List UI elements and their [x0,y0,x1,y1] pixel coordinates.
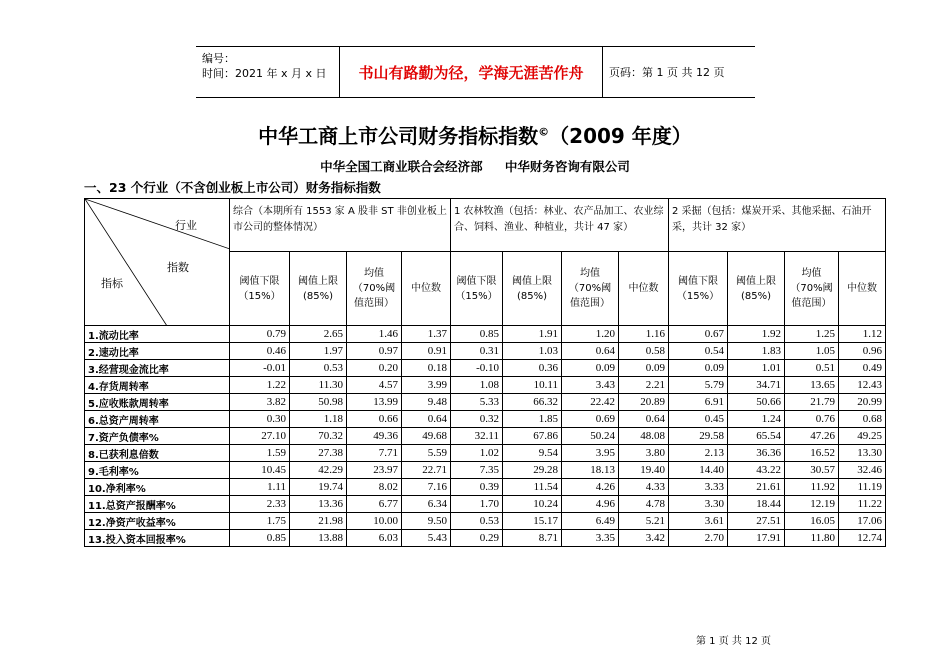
financial-index-table [84,198,886,547]
value-cell: 11.30 [290,377,347,394]
value-cell: 0.09 [562,360,619,377]
value-cell: 2.33 [230,496,290,513]
value-cell: 19.74 [290,479,347,496]
subheader-agriculture-1: 阈值上限(85%) [503,252,562,326]
value-cell: 17.91 [728,530,785,547]
value-cell: 5.79 [669,377,728,394]
value-cell: 1.11 [230,479,290,496]
value-cell: 11.19 [839,479,886,496]
row-label: 12.净资产收益率% [85,513,230,530]
value-cell: 9.54 [503,445,562,462]
table-row [85,377,886,394]
value-cell: 4.57 [347,377,402,394]
subheader-agriculture-3: 中位数 [619,252,669,326]
value-cell: 3.42 [619,530,669,547]
value-cell: 10.24 [503,496,562,513]
value-cell: 1.85 [503,411,562,428]
value-cell: 27.10 [230,428,290,445]
value-cell: 2.13 [669,445,728,462]
value-cell: 5.21 [619,513,669,530]
title-text: 中华工商上市公司财务指标指数 [258,124,539,148]
value-cell: 14.40 [669,462,728,479]
row-label: 6.总资产周转率 [85,411,230,428]
value-cell: -0.10 [451,360,503,377]
value-cell: 20.99 [839,394,886,411]
section-heading: 一、23 个行业（不含创业板上市公司）财务指标指数 [84,180,381,195]
table-row [85,428,886,445]
value-cell: 0.31 [451,343,503,360]
diagonal-header-cell [85,199,230,326]
value-cell: 1.92 [728,326,785,343]
value-cell: 27.38 [290,445,347,462]
value-cell: 1.37 [402,326,451,343]
value-cell: 18.13 [562,462,619,479]
value-cell: 13.65 [785,377,839,394]
value-cell: 23.97 [347,462,402,479]
diag-indicator-label: 指标 [101,277,123,290]
value-cell: 1.02 [451,445,503,462]
value-cell: 32.46 [839,462,886,479]
value-cell: 0.85 [230,530,290,547]
value-cell: 49.36 [347,428,402,445]
subheader-composite-1: 阈值上限(85%) [290,252,347,326]
value-cell: 1.01 [728,360,785,377]
value-cell: 1.97 [290,343,347,360]
table-row [85,445,886,462]
row-label: 11.总资产报酬率% [85,496,230,513]
value-cell: 1.25 [785,326,839,343]
value-cell: 19.40 [619,462,669,479]
value-cell: 48.08 [619,428,669,445]
value-cell: 2.70 [669,530,728,547]
value-cell: 3.43 [562,377,619,394]
value-cell: 70.32 [290,428,347,445]
value-cell: 18.44 [728,496,785,513]
value-cell: 0.09 [619,360,669,377]
value-cell: 0.58 [619,343,669,360]
value-cell: 22.42 [562,394,619,411]
row-label: 8.已获利息倍数 [85,445,230,462]
value-cell: 6.03 [347,530,402,547]
value-cell: 16.05 [785,513,839,530]
value-cell: 50.66 [728,394,785,411]
value-cell: 3.99 [402,377,451,394]
subheader-agriculture-2: 均值（70%阈值范围） [562,252,619,326]
value-cell: 6.34 [402,496,451,513]
value-cell: 16.52 [785,445,839,462]
table-row [85,343,886,360]
value-cell: 21.79 [785,394,839,411]
value-cell: 65.54 [728,428,785,445]
value-cell: 0.32 [451,411,503,428]
value-cell: 1.05 [785,343,839,360]
value-cell: 0.67 [669,326,728,343]
value-cell: 10.11 [503,377,562,394]
page-footer: 第 1 页 共 12 页 [696,636,771,647]
value-cell: 11.92 [785,479,839,496]
row-label: 13.投入资本回报率% [85,530,230,547]
value-cell: 13.36 [290,496,347,513]
value-cell: 0.45 [669,411,728,428]
value-cell: 3.33 [669,479,728,496]
value-cell: 1.08 [451,377,503,394]
value-cell: 0.97 [347,343,402,360]
value-cell: 21.61 [728,479,785,496]
subheader-composite-0: 阈值下限（15%） [230,252,290,326]
copyright-mark: © [538,125,550,139]
value-cell: 22.71 [402,462,451,479]
row-label: 2.速动比率 [85,343,230,360]
header-meta [196,47,340,97]
value-cell: 30.57 [785,462,839,479]
row-label: 5.应收账款周转率 [85,394,230,411]
title-year: （2009 年度） [549,124,692,148]
value-cell: 13.30 [839,445,886,462]
header-motto: 书山有路勤为径，学海无涯苦作舟 [340,47,603,97]
value-cell: 4.33 [619,479,669,496]
value-cell: 20.89 [619,394,669,411]
value-cell: 47.26 [785,428,839,445]
value-cell: 1.18 [290,411,347,428]
value-cell: 50.98 [290,394,347,411]
value-cell: 0.49 [839,360,886,377]
value-cell: 29.58 [669,428,728,445]
value-cell: 12.43 [839,377,886,394]
value-cell: 6.77 [347,496,402,513]
value-cell: 11.80 [785,530,839,547]
value-cell: 9.48 [402,394,451,411]
value-cell: 1.12 [839,326,886,343]
subheader-composite-2: 均值（70%阈值范围） [347,252,402,326]
time-label: 时间：2021 年 x 月 x 日 [202,67,327,80]
value-cell: 42.29 [290,462,347,479]
value-cell: 17.06 [839,513,886,530]
table-row [85,513,886,530]
value-cell: 0.51 [785,360,839,377]
diag-industry-label: 行业 [175,219,197,232]
value-cell: 50.24 [562,428,619,445]
subheader-agriculture-0: 阈值下限（15%） [451,252,503,326]
value-cell: 3.35 [562,530,619,547]
table-row [85,360,886,377]
value-cell: 11.22 [839,496,886,513]
table-row [85,326,886,343]
value-cell: 0.20 [347,360,402,377]
value-cell: 3.61 [669,513,728,530]
row-label: 10.净利率% [85,479,230,496]
subheader-mining-0: 阈值下限（15%） [669,252,728,326]
value-cell: 1.20 [562,326,619,343]
value-cell: 3.80 [619,445,669,462]
document-header [196,46,755,98]
value-cell: 49.25 [839,428,886,445]
value-cell: 12.74 [839,530,886,547]
table-row [85,394,886,411]
row-label: 1.流动比率 [85,326,230,343]
value-cell: 0.54 [669,343,728,360]
value-cell: 21.98 [290,513,347,530]
value-cell: 0.91 [402,343,451,360]
value-cell: 49.68 [402,428,451,445]
value-cell: 6.49 [562,513,619,530]
value-cell: 12.19 [785,496,839,513]
value-cell: 1.24 [728,411,785,428]
value-cell: 7.16 [402,479,451,496]
value-cell: 36.36 [728,445,785,462]
value-cell: 8.02 [347,479,402,496]
table-row [85,411,886,428]
page-subtitle: 中华全国工商业联合会经济部 中华财务咨询有限公司 [320,159,630,174]
table-row [85,496,886,513]
value-cell: 10.45 [230,462,290,479]
value-cell: 34.71 [728,377,785,394]
value-cell: 11.54 [503,479,562,496]
value-cell: 0.53 [290,360,347,377]
value-cell: 4.96 [562,496,619,513]
value-cell: 2.21 [619,377,669,394]
value-cell: 7.35 [451,462,503,479]
value-cell: 0.76 [785,411,839,428]
row-label: 3.经营现金流比率 [85,360,230,377]
value-cell: 32.11 [451,428,503,445]
value-cell: 0.64 [619,411,669,428]
value-cell: 7.71 [347,445,402,462]
value-cell: 13.99 [347,394,402,411]
row-label: 7.资产负债率% [85,428,230,445]
value-cell: 0.39 [451,479,503,496]
value-cell: 8.71 [503,530,562,547]
header-page-label: 页码：第 1 页 共 12 页 [609,66,725,79]
group-header-composite: 综合（本期所有 1553 家 A 股非 ST 非创业板上市公司的整体情况） [230,199,451,252]
value-cell: 13.88 [290,530,347,547]
table-row [85,530,886,547]
subheader-composite-3: 中位数 [402,252,451,326]
value-cell: 1.03 [503,343,562,360]
value-cell: 0.64 [562,343,619,360]
value-cell: 0.53 [451,513,503,530]
value-cell: 0.85 [451,326,503,343]
subheader-mining-1: 阈值上限(85%) [728,252,785,326]
value-cell: 27.51 [728,513,785,530]
value-cell: 1.91 [503,326,562,343]
diag-index-label: 指数 [167,261,189,274]
value-cell: 1.83 [728,343,785,360]
row-label: 4.存货周转率 [85,377,230,394]
value-cell: 2.65 [290,326,347,343]
value-cell: 1.22 [230,377,290,394]
value-cell: 0.29 [451,530,503,547]
value-cell: 0.36 [503,360,562,377]
value-cell: 6.91 [669,394,728,411]
value-cell: 66.32 [503,394,562,411]
table-row [85,479,886,496]
row-label: 9.毛利率% [85,462,230,479]
value-cell: 1.46 [347,326,402,343]
subheader-mining-3: 中位数 [839,252,886,326]
value-cell: 29.28 [503,462,562,479]
value-cell: 3.82 [230,394,290,411]
value-cell: 0.46 [230,343,290,360]
value-cell: 0.96 [839,343,886,360]
value-cell: 5.33 [451,394,503,411]
value-cell: 1.75 [230,513,290,530]
value-cell: 0.66 [347,411,402,428]
value-cell: 4.26 [562,479,619,496]
number-label: 编号： [202,52,235,65]
value-cell: 0.18 [402,360,451,377]
value-cell: 4.78 [619,496,669,513]
value-cell: 10.00 [347,513,402,530]
value-cell: 67.86 [503,428,562,445]
value-cell: 0.68 [839,411,886,428]
value-cell: 0.64 [402,411,451,428]
value-cell: 0.09 [669,360,728,377]
value-cell: 3.95 [562,445,619,462]
value-cell: 3.30 [669,496,728,513]
value-cell: 5.59 [402,445,451,462]
value-cell: 1.70 [451,496,503,513]
group-header-mining: 2 采掘（包括：煤炭开采、其他采掘、石油开采，共计 32 家） [669,199,886,252]
value-cell: 5.43 [402,530,451,547]
value-cell: 0.69 [562,411,619,428]
value-cell: 9.50 [402,513,451,530]
value-cell: 0.79 [230,326,290,343]
value-cell: 43.22 [728,462,785,479]
value-cell: 1.16 [619,326,669,343]
value-cell: 0.30 [230,411,290,428]
page-title [0,120,950,149]
value-cell: 15.17 [503,513,562,530]
value-cell: -0.01 [230,360,290,377]
group-header-agriculture: 1 农林牧渔（包括：林业、农产品加工、农业综合、饲料、渔业、种植业，共计 47 家） [451,199,669,252]
value-cell: 1.59 [230,445,290,462]
table-row [85,462,886,479]
diagonal-lines [85,199,230,326]
subheader-mining-2: 均值（70%阈值范围） [785,252,839,326]
